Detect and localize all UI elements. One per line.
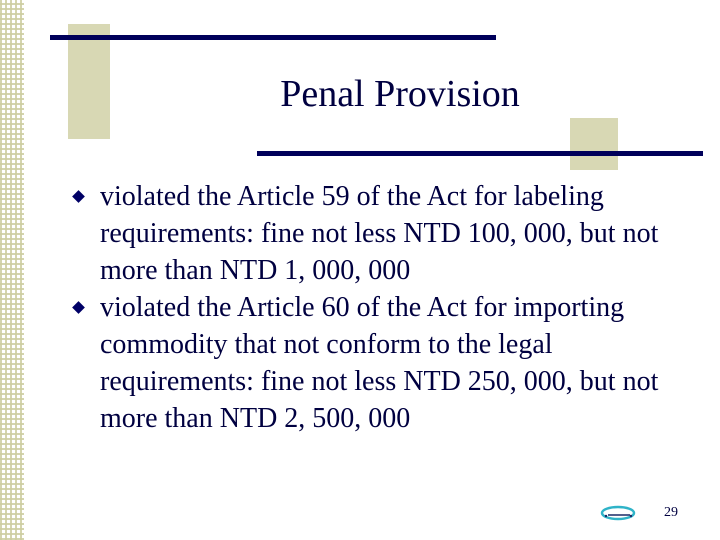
slide-title: Penal Provision	[280, 73, 520, 115]
diamond-bullet-icon	[72, 190, 85, 203]
diamond-bullet-icon	[72, 301, 85, 314]
decorative-square-bottom	[570, 118, 618, 170]
bullet-list	[74, 178, 704, 437]
decorative-square-top	[68, 24, 110, 139]
bullet-text: violated the Article 59 of the Act for labeling requirements: fine not less NTD 100, 000, but not more than NTD 1, 000, 000	[100, 181, 659, 286]
bullet-item	[74, 289, 704, 437]
bullet-text: violated the Article 60 of the Act for importing commodity that not conform to the legal requirements: fine not less NTD 250, 000, but not more than NTD 2, 500, 000	[100, 292, 659, 434]
page-number: 29	[664, 505, 678, 520]
title-rule-bottom	[257, 151, 703, 156]
title-rule-top	[50, 35, 496, 40]
bullet-item	[74, 178, 704, 289]
logo-icon	[600, 504, 638, 522]
decorative-pattern-strip	[0, 0, 24, 540]
